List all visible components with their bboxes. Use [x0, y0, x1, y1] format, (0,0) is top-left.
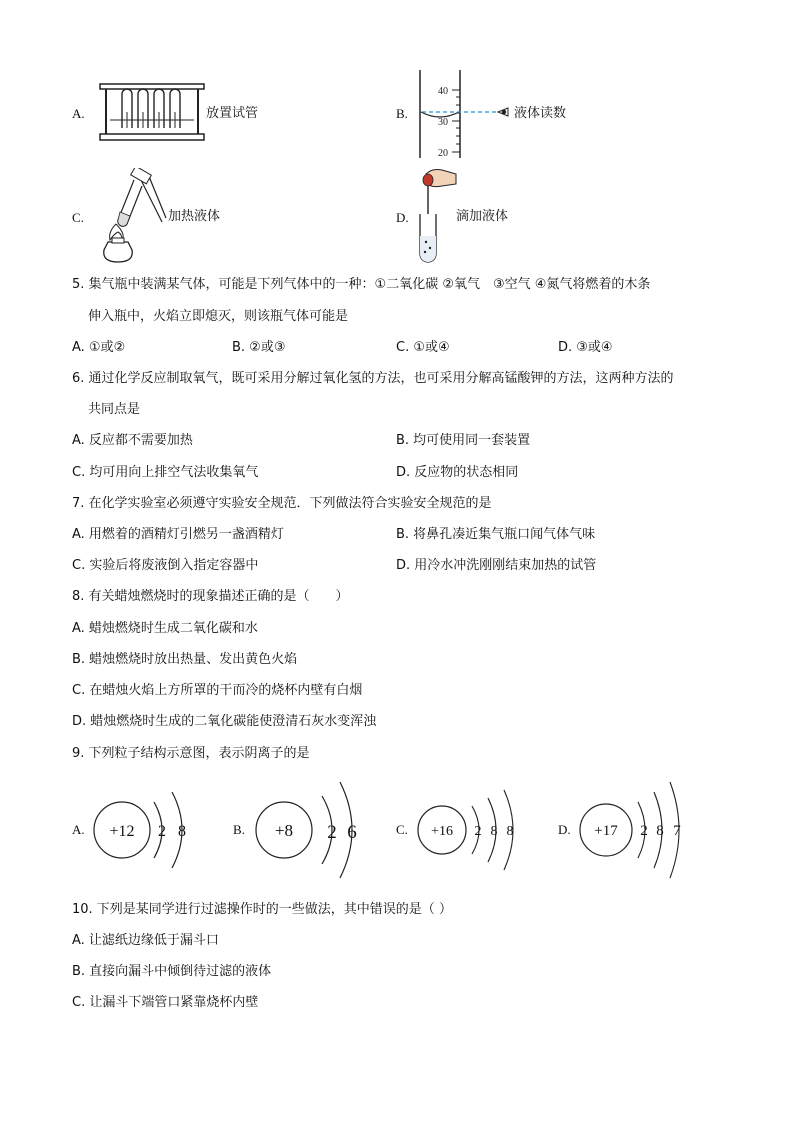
q7-option-c: C. 实验后将废液倒入指定容器中: [72, 558, 259, 573]
q6-option-d: D. 反应物的状态相同: [396, 465, 519, 480]
q6-stem-line1: 6. 通过化学反应制取氧气，既可采用分解过氧化氢的方法，也可采用分解高锰酸钾的方法，这两种方法的: [72, 371, 674, 386]
q4-option-a-caption: 放置试管: [206, 106, 259, 121]
atom-c-nucleus: +16: [431, 824, 453, 839]
atom-c-shell-2: 8: [490, 824, 498, 839]
atom-c-shell-3: 8: [506, 824, 514, 839]
q10-stem: 10. 下列是某同学进行过滤操作时的一些做法，其中错误的是（ ）: [72, 902, 452, 917]
q4-option-b-caption: 液体读数: [514, 106, 567, 121]
q7-option-d: D. 用冷水冲洗刚刚结束加热的试管: [396, 558, 597, 573]
q9-atom-c-letter: C.: [396, 822, 408, 837]
q6-stem-line2: 共同点是: [88, 402, 141, 417]
q5-stem-line1: 5. 集气瓶中装满某气体，可能是下列气体中的一种：①二氧化碳 ②氧气 ③空气 ④氮气将燃着的木条: [72, 277, 651, 292]
q8-option-b: B. 蜡烛燃烧时放出热量、发出黄色火焰: [72, 652, 298, 667]
q10-option-b: B. 直接向漏斗中倾倒待过滤的液体: [72, 964, 272, 979]
atom-d-shell-1: 2: [640, 823, 648, 839]
atom-d-shell-3: 7: [673, 823, 681, 839]
q9-atom-d-letter: D.: [558, 822, 571, 837]
q4-option-a-letter: A.: [72, 106, 85, 121]
atom-a-shell-2: 8: [178, 823, 186, 840]
q8-option-d: D. 蜡烛燃烧时生成的二氧化碳能使澄清石灰水变浑浊: [72, 714, 377, 729]
atom-c-shell-1: 2: [474, 824, 482, 839]
graduated-cylinder-image: [412, 68, 522, 160]
q9-stem: 9. 下列粒子结构示意图，表示阴离子的是: [72, 746, 310, 761]
q5-option-a: A. ①或②: [72, 340, 126, 355]
heating-liquid-image: [96, 168, 170, 264]
q9-atom-b-letter: B.: [233, 822, 245, 837]
cylinder-scale-40: 40: [438, 86, 448, 97]
atom-structure-a: [90, 784, 200, 880]
q5-stem-line2: 伸入瓶中，火焰立即熄灭，则该瓶气体可能是: [88, 309, 349, 324]
q5-option-b: B. ②或③: [232, 340, 286, 355]
q8-option-c: C. 在蜡烛火焰上方所罩的干而冷的烧杯内壁有白烟: [72, 683, 363, 698]
cylinder-scale-20: 20: [438, 148, 448, 159]
q10-option-c: C. 让漏斗下端管口紧靠烧杯内壁: [72, 995, 259, 1010]
dropper-tube-image: [412, 166, 460, 264]
q9-atom-a-letter: A.: [72, 822, 85, 837]
test-tube-rack-image: [96, 76, 208, 146]
q5-option-c: C. ①或④: [396, 340, 450, 355]
q4-option-d-caption: 滴加液体: [456, 209, 509, 224]
q6-option-b: B. 均可使用同一套装置: [396, 433, 531, 448]
q4-option-d-letter: D.: [396, 210, 409, 225]
q5-option-d: D. ③或④: [558, 340, 613, 355]
q6-option-c: C. 均可用向上排空气法收集氧气: [72, 465, 259, 480]
atom-a-shell-1: 2: [158, 823, 166, 840]
atom-b-shell-2: 6: [347, 822, 357, 843]
cylinder-scale-30: 30: [438, 117, 448, 128]
q7-option-a: A. 用燃着的酒精灯引燃另一盏酒精灯: [72, 527, 284, 542]
q4-option-c-caption: 加热液体: [168, 209, 221, 224]
q7-option-b: B. 将鼻孔凑近集气瓶口闻气体气味: [396, 527, 596, 542]
atom-structure-b: [252, 776, 364, 886]
q8-option-a: A. 蜡烛燃烧时生成二氧化碳和水: [72, 621, 258, 636]
atom-structure-d: [578, 778, 690, 882]
atom-structure-c: [414, 786, 526, 876]
atom-b-nucleus: +8: [274, 821, 294, 840]
q4-option-b-letter: B.: [396, 106, 408, 121]
atom-d-nucleus: +17: [594, 823, 618, 839]
q10-option-a: A. 让滤纸边缘低于漏斗口: [72, 933, 219, 948]
q7-stem: 7. 在化学实验室必须遵守实验安全规范．下列做法符合实验安全规范的是: [72, 496, 492, 511]
atom-b-shell-1: 2: [327, 822, 337, 843]
atom-d-shell-2: 8: [656, 823, 664, 839]
q8-stem: 8. 有关蜡烛燃烧时的现象描述正确的是（ ）: [72, 589, 349, 604]
atom-a-nucleus: +12: [109, 823, 135, 840]
q4-option-c-letter: C.: [72, 210, 84, 225]
q6-option-a: A. 反应都不需要加热: [72, 433, 193, 448]
